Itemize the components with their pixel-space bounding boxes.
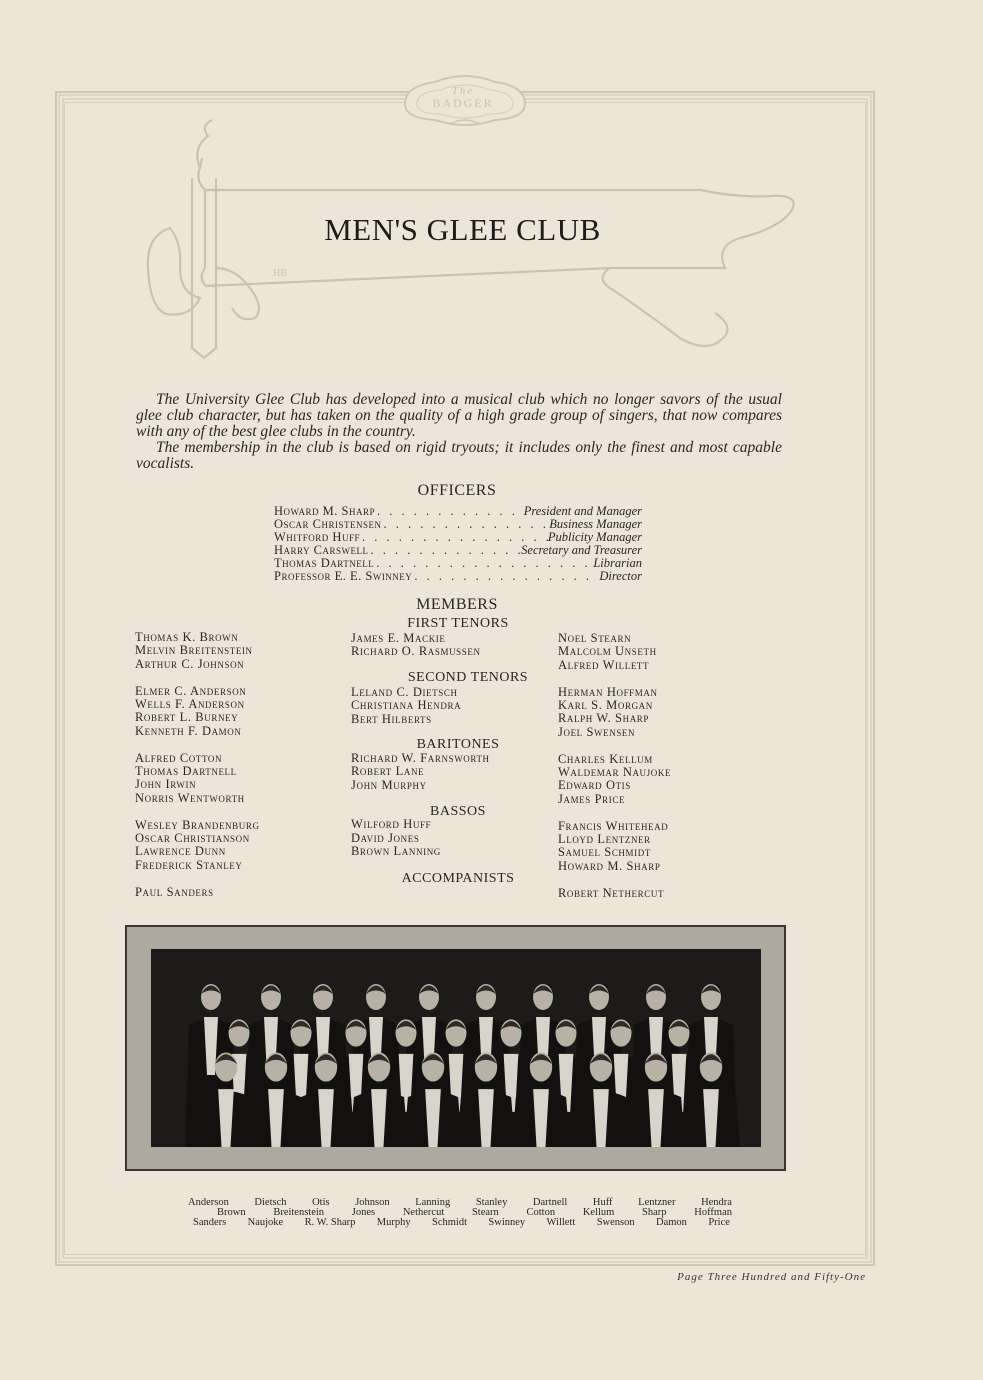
officer-title: Secretary and Treasurer <box>521 544 642 557</box>
member-name: Brown Lanning <box>351 844 441 859</box>
photo-caption <box>170 1198 750 1228</box>
member-group <box>135 752 260 806</box>
member-group <box>351 686 490 726</box>
caption-row-bottom <box>170 1218 750 1228</box>
member-group <box>558 753 671 807</box>
officers-list <box>274 505 642 583</box>
officer-row <box>274 570 642 583</box>
member-name: Melvin Breitenstein <box>135 643 253 658</box>
group-photo <box>151 949 761 1147</box>
officer-name: Whitford Huff <box>274 531 360 544</box>
officer-row <box>274 544 642 557</box>
caption-name: Cotton <box>526 1207 556 1218</box>
member-name: Bert Hilberts <box>351 711 432 726</box>
officer-name: Thomas Dartnell <box>274 557 375 570</box>
member-name: Thomas K. Brown <box>135 630 239 644</box>
officers-heading: OFFICERS <box>417 482 497 499</box>
member-group <box>558 887 671 900</box>
member-name: Norris Wentworth <box>135 790 245 805</box>
officer-name: Harry Carswell <box>274 544 369 557</box>
caption-name: Dartnell <box>532 1197 568 1208</box>
caption-name: Murphy <box>376 1217 411 1228</box>
member-name: Alfred Willett <box>558 657 650 672</box>
caption-name: Swenson <box>596 1217 635 1228</box>
officer-title: Director <box>599 570 642 583</box>
members-right-column <box>558 632 671 913</box>
crest-text <box>398 86 528 111</box>
caption-name: Price <box>708 1217 730 1228</box>
member-group <box>558 632 671 672</box>
member-group <box>558 686 671 740</box>
member-name: Thomas Dartnell <box>135 764 237 779</box>
section-heading-first-tenors: FIRST TENORS <box>407 616 509 631</box>
member-name: Frederick Stanley <box>135 857 243 872</box>
caption-name: Damon <box>656 1217 687 1228</box>
member-name: Howard M. Sharp <box>558 858 661 873</box>
caption-name: Sanders <box>193 1217 227 1228</box>
officer-name: Professor E. E. Swinney <box>274 570 413 583</box>
intro-paragraph: The membership in the club is based on rigid tryouts; it includes only the finest and most capable vocalists. <box>136 439 782 472</box>
caption-name: Johnson <box>355 1197 390 1208</box>
member-name: Herman Hoffman <box>558 684 658 699</box>
member-name: Wells F. Anderson <box>135 697 245 712</box>
leader-dots <box>375 505 524 518</box>
caption-name: Kellum <box>582 1207 615 1218</box>
section-heading-baritones: BARITONES <box>416 737 500 752</box>
officer-title: Business Manager <box>549 518 642 531</box>
caption-name: Willett <box>546 1217 576 1228</box>
intro-text <box>136 392 782 472</box>
member-name: John Irwin <box>135 777 197 792</box>
member-group <box>135 685 260 739</box>
page-number: Page Three Hundred and Fifty-One <box>677 1271 866 1283</box>
caption-name: Nethercut <box>402 1207 445 1218</box>
crest-small-text: The <box>451 85 475 97</box>
member-name: Lawrence Dunn <box>135 844 226 859</box>
members-left-column <box>135 631 260 912</box>
section-heading-bassos: BASSOS <box>430 804 486 819</box>
caption-name: Hendra <box>701 1197 732 1208</box>
members-middle-column <box>351 632 490 872</box>
member-group <box>351 752 490 792</box>
member-name: Francis Whitehead <box>558 818 669 833</box>
leader-dots <box>412 570 599 583</box>
member-name: Ralph W. Sharp <box>558 711 649 726</box>
member-group <box>351 632 490 659</box>
member-name: Noel Stearn <box>558 631 632 645</box>
member-group <box>135 886 260 899</box>
member-name: James Price <box>558 791 626 806</box>
member-name: Joel Swensen <box>558 724 636 739</box>
caption-name: Lentzner <box>638 1197 676 1208</box>
member-name: Christiana Hendra <box>351 698 462 713</box>
caption-name: Anderson <box>188 1197 229 1208</box>
member-name: Richard O. Rasmussen <box>351 644 481 659</box>
member-name: Oscar Christianson <box>135 831 250 846</box>
member-name: Karl S. Morgan <box>558 698 653 713</box>
caption-name: Schmidt <box>432 1217 468 1228</box>
officer-name: Oscar Christensen <box>274 518 382 531</box>
member-name: Elmer C. Anderson <box>135 683 247 698</box>
caption-name: Stanley <box>475 1197 508 1208</box>
member-name: John Murphy <box>351 777 427 792</box>
leader-dots <box>360 531 548 544</box>
caption-name: Dietsch <box>254 1197 287 1208</box>
member-name: Kenneth F. Damon <box>135 723 242 738</box>
caption-name: Jones <box>351 1207 376 1218</box>
caption-name: Breitenstein <box>273 1207 325 1218</box>
caption-name: R. W. Sharp <box>304 1217 356 1228</box>
officer-title: Librarian <box>593 557 642 570</box>
member-group <box>135 631 260 671</box>
member-name: Robert Lane <box>351 764 425 779</box>
member-name: James E. Mackie <box>351 631 446 645</box>
intro-paragraph: The University Glee Club has developed into a musical club which no longer savors of the usual glee club character, but has taken on the quality of a high grade group of singers, that now compares with any of the best glee clubs in the country. <box>136 391 782 440</box>
member-name: Samuel Schmidt <box>558 845 651 860</box>
member-name: Leland C. Dietsch <box>351 684 458 699</box>
svg-text:HB: HB <box>273 268 287 279</box>
member-name: Wilford Huff <box>351 817 432 832</box>
caption-name: Lanning <box>415 1197 451 1208</box>
caption-name: Hoffman <box>694 1207 732 1218</box>
officer-row <box>274 505 642 518</box>
member-name: Waldemar Naujoke <box>558 765 672 780</box>
member-name: Alfred Cotton <box>135 750 223 765</box>
page-title: MEN'S GLEE CLUB <box>324 212 601 247</box>
crest-name-text: BADGER <box>432 96 494 110</box>
members-heading: MEMBERS <box>416 596 498 613</box>
leader-dots <box>382 518 550 531</box>
member-name: Robert Nethercut <box>558 885 665 900</box>
member-name: Paul Sanders <box>135 884 214 899</box>
officer-row <box>274 557 642 570</box>
leader-dots <box>374 557 593 570</box>
caption-name: Sharp <box>642 1207 667 1218</box>
member-name: Wesley Brandenburg <box>135 817 260 832</box>
officer-name: Howard M. Sharp <box>274 505 375 518</box>
member-name: Robert L. Burney <box>135 710 239 725</box>
caption-name: Brown <box>217 1207 246 1218</box>
member-name: Malcolm Unseth <box>558 644 657 659</box>
officer-row <box>274 531 642 544</box>
member-name: Arthur C. Johnson <box>135 656 245 671</box>
caption-name: Naujoke <box>247 1217 284 1228</box>
member-group <box>558 820 671 874</box>
section-heading-accompanists: ACCOMPANISTS <box>401 871 515 886</box>
member-name: David Jones <box>351 830 420 845</box>
member-name: Edward Otis <box>558 778 631 793</box>
member-name: Charles Kellum <box>558 751 653 766</box>
officer-title: President and Manager <box>523 505 642 518</box>
caption-name: Stearn <box>471 1207 499 1218</box>
caption-name: Swinney <box>488 1217 526 1228</box>
officer-title: Publicity Manager <box>547 531 642 544</box>
leader-dots <box>369 544 522 557</box>
officer-row <box>274 518 642 531</box>
member-group <box>135 819 260 873</box>
caption-name: Huff <box>592 1197 613 1208</box>
member-name: Richard W. Farnsworth <box>351 751 490 766</box>
caption-name: Otis <box>312 1197 330 1208</box>
member-group <box>351 818 490 858</box>
section-heading-second-tenors: SECOND TENORS <box>407 670 529 685</box>
member-name: Lloyd Lentzner <box>558 832 651 847</box>
